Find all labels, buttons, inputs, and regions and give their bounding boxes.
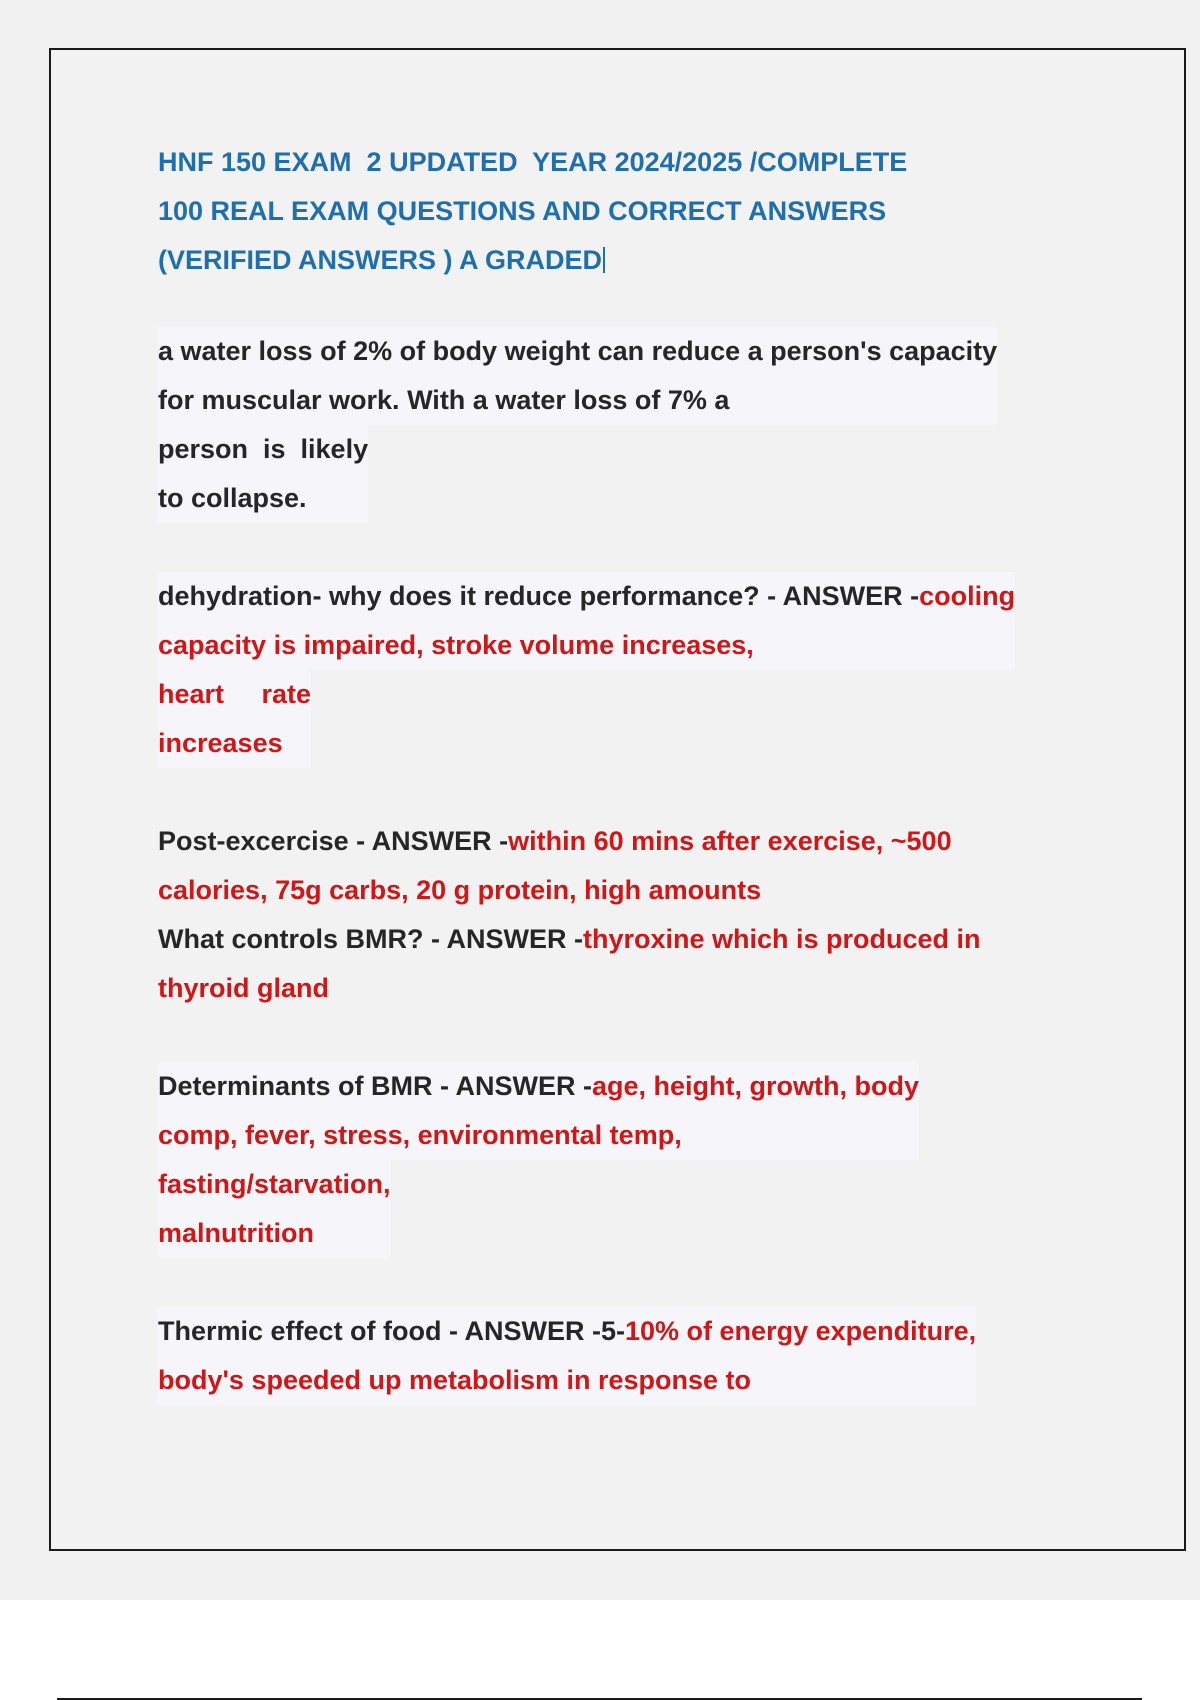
qa-bmr-determinants-highlight-a <box>158 1062 919 1160</box>
qa-dehydration-highlight-b <box>158 670 311 768</box>
answer-line: increases <box>158 728 283 758</box>
intro-highlight-b <box>158 425 368 523</box>
answer-line: body's speeded up metabolism in response to <box>158 1365 752 1395</box>
qa-post-exercise <box>158 817 1098 915</box>
intro-line-2: for muscular work. With a water loss of 7% a <box>158 385 730 415</box>
answer-line: heart rate <box>158 679 312 709</box>
answer-text: cooling <box>919 581 1016 611</box>
question-text: Post-excercise - ANSWER - <box>158 826 509 856</box>
question-text: Thermic effect of food - ANSWER -5- <box>158 1316 626 1346</box>
document-content <box>158 138 1098 1454</box>
answer-line: fasting/starvation, <box>158 1169 391 1199</box>
qa-bmr-control-first-line <box>158 915 1098 964</box>
answer-text: thyroxine which is produced in <box>582 924 981 954</box>
intro-line-1: a water loss of 2% of body weight can reduce a person's capacity <box>158 336 998 366</box>
answer-line: calories, 75g carbs, 20 g protein, high amounts <box>158 875 762 905</box>
title-line-3 <box>158 236 1098 285</box>
answer-line: comp, fever, stress, environmental temp, <box>158 1120 682 1150</box>
qa-bmr-determinants <box>158 1062 1098 1258</box>
text-cursor <box>603 247 605 273</box>
answer-line: capacity is impaired, stroke volume increases, <box>158 630 754 660</box>
answer-line: malnutrition <box>158 1218 314 1248</box>
qa-dehydration <box>158 572 1098 768</box>
intro-line-4: to collapse. <box>158 483 307 513</box>
answer-text: age, height, growth, body <box>592 1071 920 1101</box>
title-line-2: 100 REAL EXAM QUESTIONS AND CORRECT ANSWERS <box>158 196 887 226</box>
qa-dehydration-highlight-a <box>158 572 1015 670</box>
qa-dehydration-first-line <box>158 572 1015 621</box>
qa-bmr-determinants-first-line <box>158 1062 919 1111</box>
qa-bmr-determinants-highlight-b <box>158 1160 391 1258</box>
title-line-3-text: (VERIFIED ANSWERS ) A GRADED <box>158 245 603 275</box>
intro-highlight-a <box>158 327 997 425</box>
answer-text: within 60 mins after exercise, ~500 <box>508 826 952 856</box>
answer-line: thyroid gland <box>158 973 329 1003</box>
answer-text: 10% of energy expenditure, <box>625 1316 977 1346</box>
title-line-1: HNF 150 EXAM 2 UPDATED YEAR 2024/2025 /COMPLETE <box>158 147 908 177</box>
qa-thermic-effect-first-line <box>158 1307 976 1356</box>
question-text: What controls BMR? - ANSWER - <box>158 924 583 954</box>
qa-thermic-effect-highlight <box>158 1307 976 1405</box>
qa-bmr-control <box>158 915 1098 1013</box>
intro-paragraph <box>158 327 1098 523</box>
question-text: Determinants of BMR - ANSWER - <box>158 1071 593 1101</box>
question-text: dehydration- why does it reduce performance? - ANSWER - <box>158 581 920 611</box>
qa-thermic-effect <box>158 1307 1098 1405</box>
qa-post-exercise-first-line <box>158 817 1098 866</box>
intro-line-3: person is likely <box>158 434 369 464</box>
document-title <box>158 138 1098 285</box>
